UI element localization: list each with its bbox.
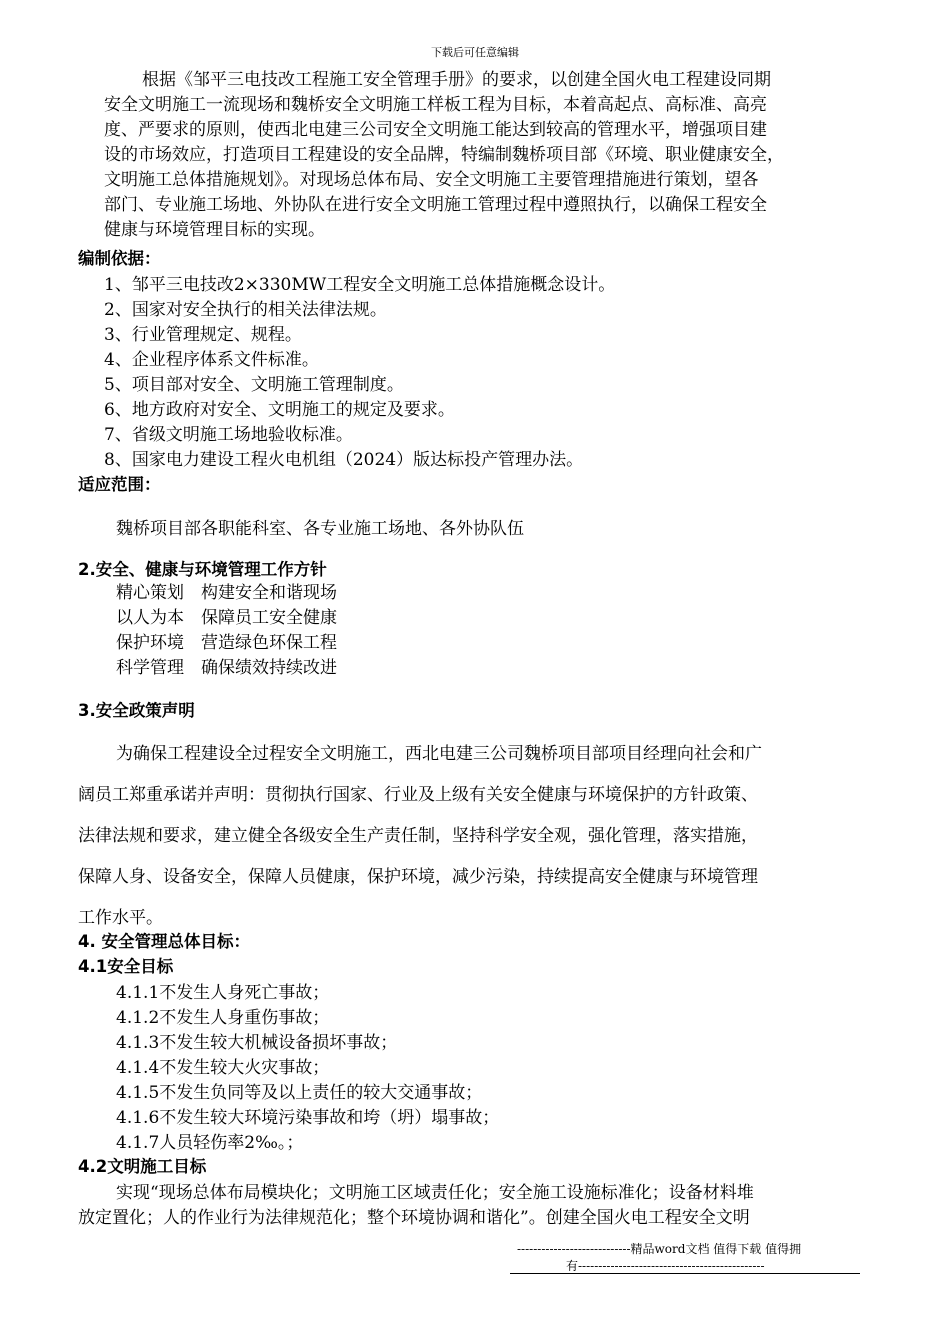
safety-goal-item: 4.1.6不发生较大环境污染事故和垮（坍）塌事故； bbox=[116, 1108, 500, 1128]
statement-line: 阔员工郑重承诺并声明：贯彻执行国家、行业及上级有关安全健康与环境保护的方针政策、 bbox=[78, 785, 758, 805]
basis-item: 8、国家电力建设工程火电机组（2024）版达标投产管理办法。 bbox=[104, 450, 584, 470]
scope-text: 魏桥项目部各职能科室、各专业施工场地、各外协队伍 bbox=[116, 519, 524, 539]
page-header: 下载后可任意编辑 bbox=[431, 46, 519, 59]
basis-heading: 编制依据： bbox=[78, 249, 161, 268]
footer-line: ----------------------------精品word文档 值得下载 值得拥 bbox=[517, 1242, 802, 1256]
intro-line: 健康与环境管理目标的实现。 bbox=[104, 220, 325, 240]
basis-item: 2、国家对安全执行的相关法律法规。 bbox=[104, 300, 387, 320]
statement-line: 保障人身、设备安全，保障人员健康，保护环境，减少污染，持续提高安全健康与环境管理 bbox=[78, 867, 758, 887]
safety-goal-item: 4.1.4不发生较大火灾事故； bbox=[116, 1058, 330, 1078]
basis-item: 7、省级文明施工场地验收标准。 bbox=[104, 425, 353, 445]
civil-goals-heading: 4.2文明施工目标 bbox=[78, 1157, 207, 1176]
statement-heading: 3.安全政策声明 bbox=[78, 701, 195, 720]
intro-line: 文明施工总体措施规划》。对现场总体布局、安全文明施工主要管理措施进行策划，望各 bbox=[104, 170, 759, 190]
statement-line: 为确保工程建设全过程安全文明施工，西北电建三公司魏桥项目部项目经理向社会和广 bbox=[116, 744, 762, 764]
goals-heading: 4. 安全管理总体目标： bbox=[78, 932, 250, 951]
intro-line: 度、严要求的原则，使西北电建三公司安全文明施工能达到较高的管理水平，增强项目建 bbox=[104, 120, 767, 140]
safety-goal-item: 4.1.3不发生较大机械设备损坏事故； bbox=[116, 1033, 398, 1053]
footer-line: 有---------------------------------------------- bbox=[566, 1259, 765, 1273]
policy-line: 保护环境 营造绿色环保工程 bbox=[116, 633, 337, 653]
basis-item: 5、项目部对安全、文明施工管理制度。 bbox=[104, 375, 404, 395]
civil-goal-line: 实现“现场总体布局模块化；文明施工区域责任化；安全施工设施标准化；设备材料堆 bbox=[116, 1183, 754, 1203]
scope-heading: 适应范围： bbox=[78, 475, 161, 494]
safety-goals-heading: 4.1安全目标 bbox=[78, 957, 174, 976]
policy-line: 精心策划 构建安全和谐现场 bbox=[116, 583, 337, 603]
basis-item: 1、邹平三电技改2×330MW工程安全文明施工总体措施概念设计。 bbox=[104, 275, 616, 295]
intro-line: 根据《邹平三电技改工程施工安全管理手册》的要求，以创建全国火电工程建设同期 bbox=[142, 70, 771, 90]
safety-goal-item: 4.1.5不发生负同等及以上责任的较大交通事故； bbox=[116, 1083, 483, 1103]
safety-goal-item: 4.1.7人员轻伤率2‰。； bbox=[116, 1133, 304, 1153]
policy-line: 科学管理 确保绩效持续改进 bbox=[116, 658, 337, 678]
statement-line: 工作水平。 bbox=[78, 908, 163, 928]
intro-line: 安全文明施工一流现场和魏桥安全文明施工样板工程为目标，本着高起点、高标准、高亮 bbox=[104, 95, 767, 115]
safety-goal-item: 4.1.1不发生人身死亡事故； bbox=[116, 983, 330, 1003]
basis-item: 3、行业管理规定、规程。 bbox=[104, 325, 302, 345]
intro-line: 部门、专业施工场地、外协队在进行安全文明施工管理过程中遵照执行，以确保工程安全 bbox=[104, 195, 767, 215]
policy-heading: 2.安全、健康与环境管理工作方针 bbox=[78, 560, 327, 579]
safety-goal-item: 4.1.2不发生人身重伤事故； bbox=[116, 1008, 330, 1028]
basis-item: 6、地方政府对安全、文明施工的规定及要求。 bbox=[104, 400, 455, 420]
intro-line: 设的市场效应，打造项目工程建设的安全品牌，特编制魏桥项目部《环境、职业健康安全， bbox=[104, 145, 784, 165]
basis-item: 4、企业程序体系文件标准。 bbox=[104, 350, 319, 370]
civil-goal-line: 放定置化；人的作业行为法律规范化；整个环境协调和谐化”。创建全国火电工程安全文明 bbox=[78, 1208, 750, 1228]
policy-line: 以人为本 保障员工安全健康 bbox=[116, 608, 337, 628]
statement-line: 法律法规和要求，建立健全各级安全生产责任制，坚持科学安全观，强化管理，落实措施， bbox=[78, 826, 758, 846]
footer-rule bbox=[510, 1273, 860, 1274]
